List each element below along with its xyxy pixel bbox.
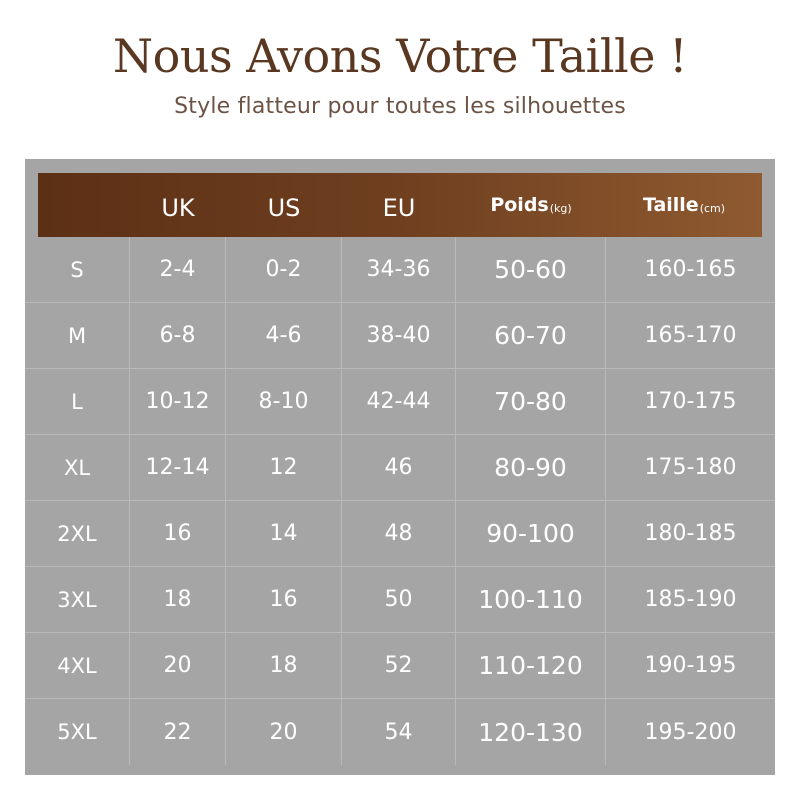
header-unit-height: (cm)	[699, 201, 726, 215]
cell-eu: 48	[342, 501, 456, 566]
cell-size: 2XL	[25, 501, 130, 566]
cell-weight: 80-90	[456, 435, 606, 500]
cell-weight: 120-130	[456, 699, 606, 765]
page-subtitle: Style flatteur pour toutes les silhouettes	[174, 94, 626, 119]
table-row	[25, 699, 775, 765]
cell-eu: 38-40	[342, 303, 456, 368]
cell-uk: 22	[130, 699, 226, 765]
header-label-height: Taille	[642, 194, 699, 216]
cell-height: 165-170	[644, 323, 737, 348]
cell-eu: 34-36	[342, 237, 456, 302]
header-unit-weight: (kg)	[549, 201, 572, 215]
cell-weight: 100-110	[456, 567, 606, 632]
cell-size: M	[25, 303, 130, 368]
cell-uk: 2-4	[130, 237, 226, 302]
header-label-uk: UK	[161, 194, 195, 222]
size-chart-header	[38, 173, 762, 237]
page-title: Nous Avons Votre Taille !	[112, 29, 688, 83]
cell-size: XL	[25, 435, 130, 500]
size-chart-panel	[25, 159, 775, 775]
cell-height: 180-185	[644, 521, 737, 546]
cell-uk: 6-8	[130, 303, 226, 368]
cell-us: 20	[226, 699, 342, 765]
cell-height: 195-200	[644, 719, 737, 745]
cell-weight: 60-70	[456, 303, 606, 368]
table-row	[25, 435, 775, 501]
cell-uk: 20	[130, 633, 226, 698]
cell-uk: 16	[130, 501, 226, 566]
header-label-weight: Poids	[490, 194, 549, 216]
table-row	[25, 567, 775, 633]
cell-uk: 18	[130, 567, 226, 632]
cell-us: 16	[226, 567, 342, 632]
cell-eu: 46	[342, 435, 456, 500]
cell-weight: 50-60	[456, 237, 606, 302]
header-cell-eu	[342, 173, 456, 237]
cell-weight: 70-80	[456, 369, 606, 434]
cell-us: 4-6	[226, 303, 342, 368]
header-cell-weight	[456, 173, 606, 237]
table-row	[25, 237, 775, 303]
cell-height: 175-180	[644, 455, 737, 480]
header-cell-height	[606, 173, 762, 237]
header-label-eu: EU	[382, 194, 416, 222]
cell-eu: 54	[342, 699, 456, 765]
cell-height: 170-175	[644, 389, 737, 414]
header-cell-uk	[130, 173, 226, 237]
table-row	[25, 369, 775, 435]
cell-eu: 50	[342, 567, 456, 632]
cell-eu: 42-44	[342, 369, 456, 434]
cell-us: 18	[226, 633, 342, 698]
cell-height: 185-190	[644, 587, 737, 612]
header-cell-size	[38, 173, 130, 237]
cell-size: 5XL	[25, 699, 130, 765]
cell-weight: 90-100	[456, 501, 606, 566]
cell-height: 160-165	[644, 257, 737, 282]
header-cell-us	[226, 173, 342, 237]
cell-uk: 10-12	[130, 369, 226, 434]
cell-eu: 52	[342, 633, 456, 698]
cell-size: 3XL	[25, 567, 130, 632]
cell-size: S	[25, 237, 130, 302]
header-label-us: US	[267, 194, 301, 222]
cell-size: L	[25, 369, 130, 434]
table-row	[25, 633, 775, 699]
cell-uk: 12-14	[130, 435, 226, 500]
cell-us: 8-10	[226, 369, 342, 434]
size-chart-body	[25, 237, 775, 765]
table-row	[25, 303, 775, 369]
cell-weight: 110-120	[456, 633, 606, 698]
cell-us: 14	[226, 501, 342, 566]
table-row	[25, 501, 775, 567]
cell-size: 4XL	[25, 633, 130, 698]
cell-height: 190-195	[644, 653, 737, 678]
cell-us: 0-2	[226, 237, 342, 302]
cell-us: 12	[226, 435, 342, 500]
